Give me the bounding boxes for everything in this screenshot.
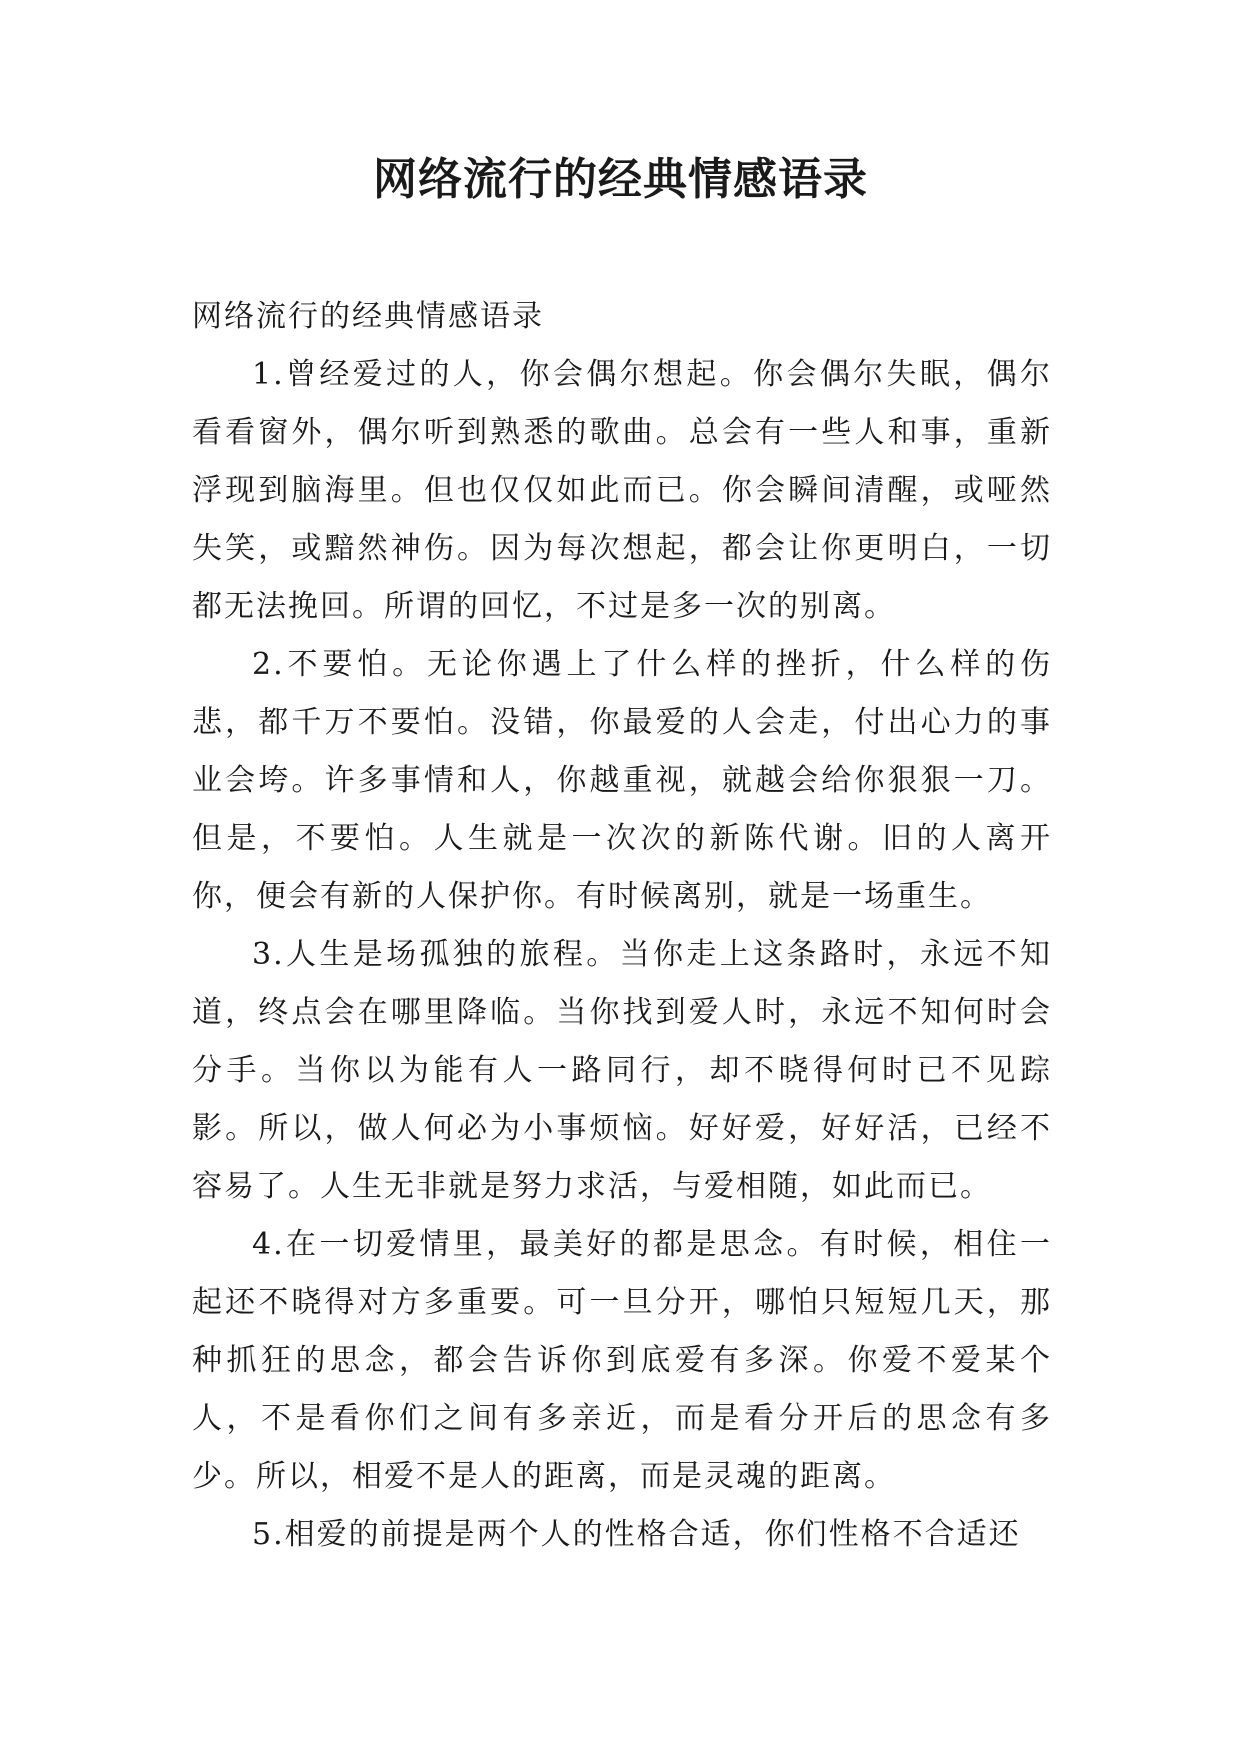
paragraph-4: 4.在一切爱情里，最美好的都是思念。有时候，相住一起还不晓得对方多重要。可一旦分开，哪怕只短短几天，那种抓狂的思念，都会告诉你到底爱有多深。你爱不爱某个人，不是看你们之间有多亲近，而是看分开后的思念有多少。所以，相爱不是人的距离，而是灵魂的距离。 (192, 1227, 1052, 1494)
paragraph-2: 2.不要怕。无论你遇上了什么样的挫折，什么样的伤悲，都千万不要怕。没错，你最爱的人会走，付出心力的事业会垮。许多事情和人，你越重视，就越会给你狠狠一刀。但是，不要怕。人生就是一次次的新陈代谢。旧的人离开你，便会有新的人保护你。有时候离别，就是一场重生。 (192, 647, 1052, 914)
document-body (192, 288, 1052, 1564)
document-title: 网络流行的经典情感语录 (373, 154, 868, 205)
paragraph-3: 3.人生是场孤独的旅程。当你走上这条路时，永远不知道，终点会在哪里降临。当你找到爱人时，永远不知何时会分手。当你以为能有人一路同行，却不晓得何时已不见踪影。所以，做人何必为小事烦恼。好好爱，好好活，已经不容易了。人生无非就是努力求活，与爱相随，如此而已。 (192, 937, 1052, 1204)
paragraph-5: 5.相爱的前提是两个人的性格合适，你们性格不合适还 (252, 1517, 1021, 1552)
document-subtitle: 网络流行的经典情感语录 (192, 299, 544, 334)
paragraph-1: 1.曾经爱过的人，你会偶尔想起。你会偶尔失眠，偶尔看看窗外，偶尔听到熟悉的歌曲。总会有一些人和事，重新浮现到脑海里。但也仅仅如此而已。你会瞬间清醒，或哑然失笑，或黯然神伤。因为每次想起，都会让你更明白，一切都无法挽回。所谓的回忆，不过是多一次的别离。 (192, 357, 1052, 624)
